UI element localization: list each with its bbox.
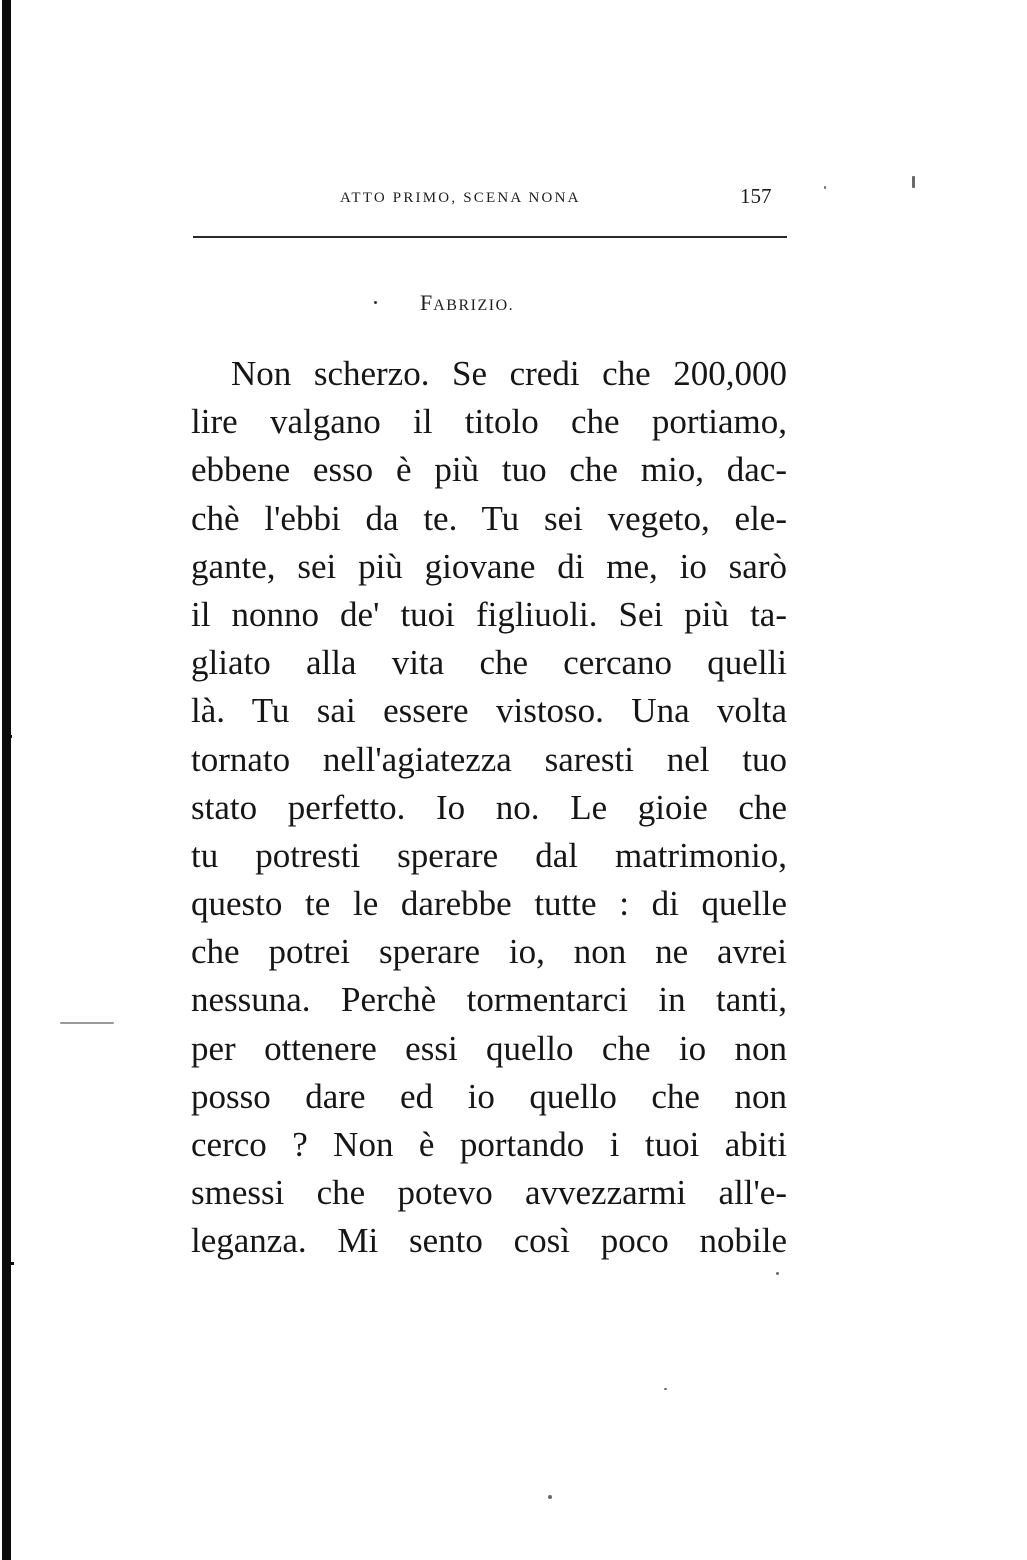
text-line: ebbene esso è più tuo che mio, dac- — [191, 450, 787, 490]
text-line: cerco ? Non è portando i tuoi abiti — [191, 1125, 787, 1164]
speaker-name — [420, 290, 514, 316]
text-line: gliato alla vita che cercano quelli — [191, 643, 787, 683]
text-line: nessuna. Perchè tormentarci in tanti, — [191, 980, 787, 1020]
text-line: leganza. Mi sento così poco nobile — [191, 1221, 787, 1261]
speck — [912, 176, 915, 188]
text-line: stato perfetto. Io no. Le gioie che — [191, 787, 787, 827]
text-line: là. Tu sai essere vistoso. Una volta — [191, 691, 787, 731]
text-line: che potrei sperare io, non ne avrei — [191, 932, 787, 972]
spine-mark — [8, 735, 12, 738]
speck — [374, 301, 377, 304]
header-rule — [193, 236, 787, 238]
speaker-rest: ABRIZIO. — [433, 297, 515, 314]
speck — [60, 1022, 114, 1024]
page-spine-edge — [2, 0, 11, 1560]
speck — [664, 1388, 667, 1390]
text-line: chè l'ebbi da te. Tu sei vegeto, ele- — [191, 498, 787, 538]
speck — [548, 1495, 552, 1499]
text-line: il nonno de' tuoi figliuoli. Sei più ta- — [191, 594, 787, 634]
page-number: 157 — [740, 184, 772, 208]
text-line: smessi che potevo avvezzarmi all'e- — [191, 1173, 787, 1213]
text-line: questo te le darebbe tutte : di quelle — [191, 884, 787, 924]
text-line: gante, sei più giovane di me, io sarò — [191, 546, 787, 586]
dialogue-text — [191, 350, 787, 1266]
text-line: posso dare ed io quello che non — [191, 1076, 787, 1116]
spine-mark — [8, 1262, 14, 1265]
speaker-initial: F — [420, 290, 434, 315]
text-line: Non scherzo. Se credi che 200,000 — [231, 354, 787, 393]
speck — [776, 1272, 779, 1275]
running-head: ATTO PRIMO, SCENA NONA — [340, 190, 581, 206]
text-line: tornato nell'agiatezza saresti nel tuo — [191, 739, 787, 779]
text-line: per ottenere essi quello che io non — [191, 1028, 787, 1068]
text-line: tu potresti sperare dal matrimonio, — [191, 835, 787, 875]
speck — [824, 186, 826, 189]
text-line: lire valgano il titolo che portiamo, — [191, 402, 787, 442]
